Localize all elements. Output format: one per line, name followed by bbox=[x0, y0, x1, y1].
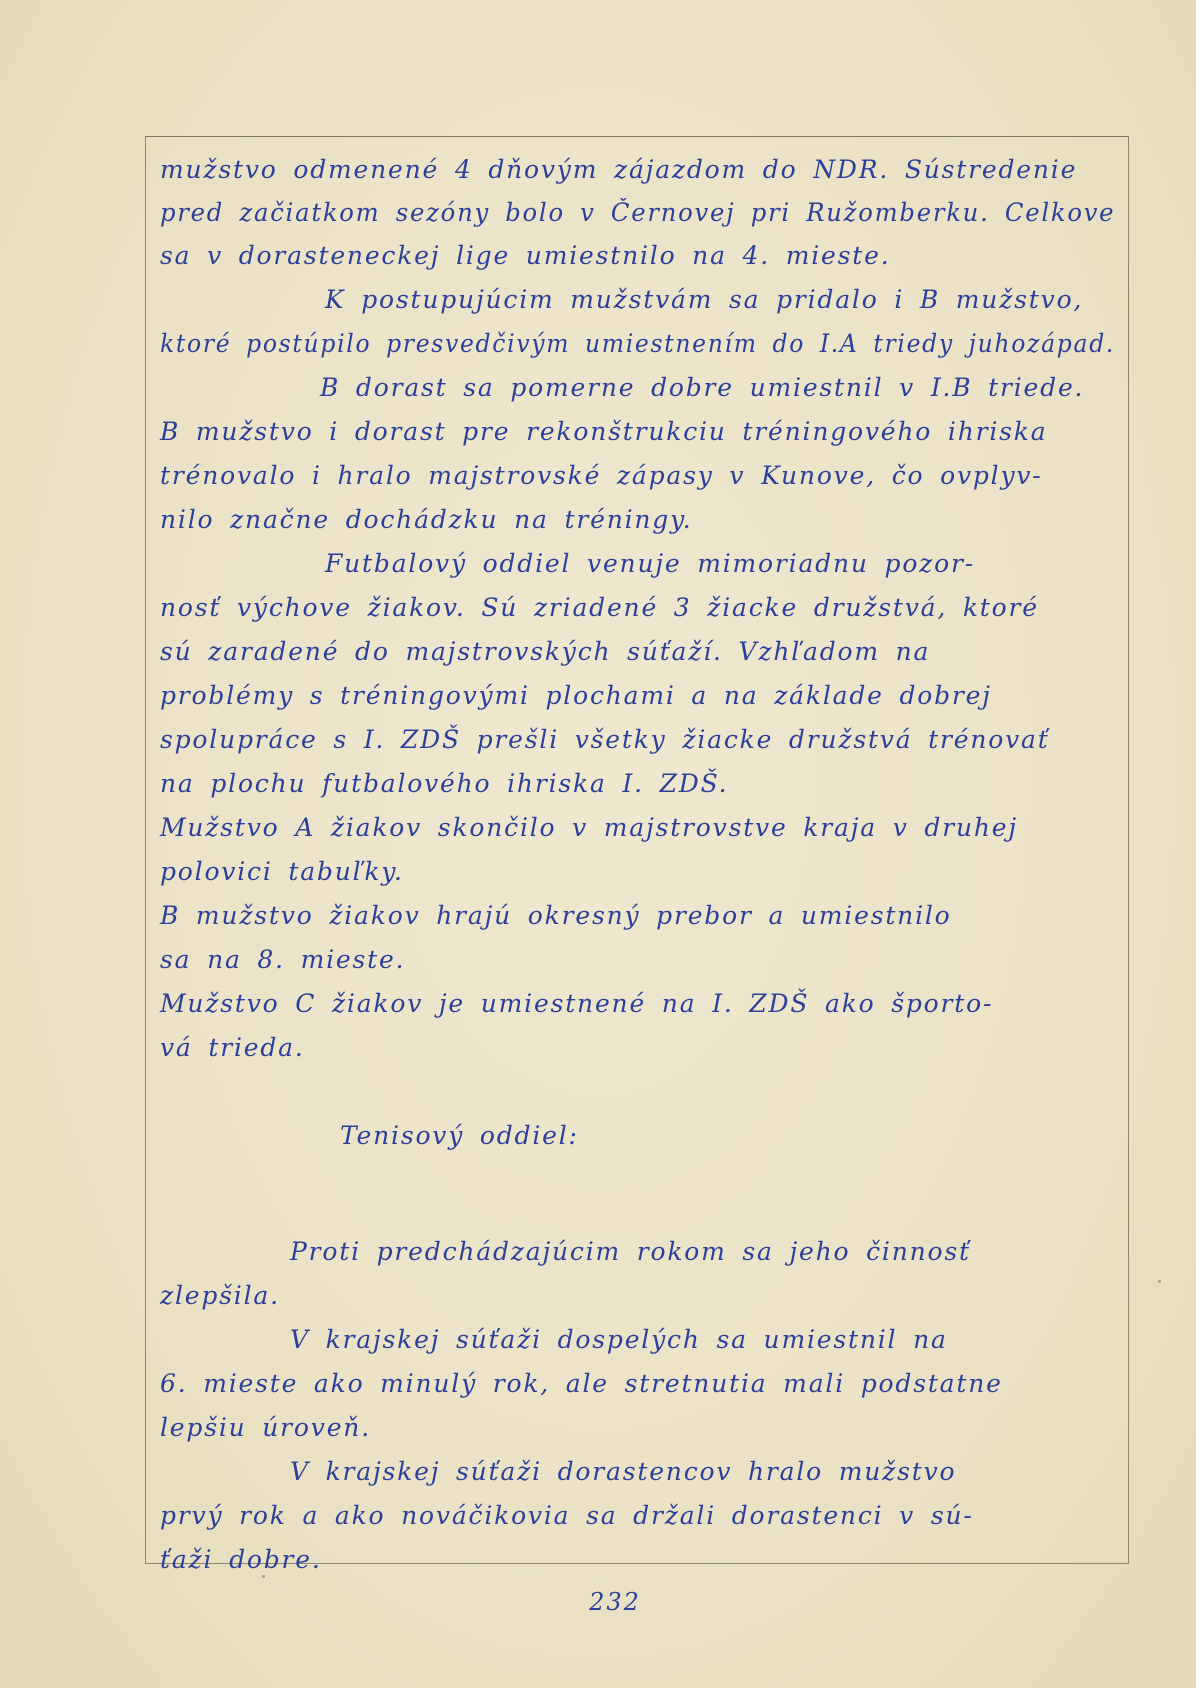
text-line: Futbalový oddiel venuje mimoriadnu pozor- bbox=[325, 549, 975, 578]
text-line: B dorast sa pomerne dobre umiestnil v I.B triede. bbox=[320, 373, 1085, 402]
text-line: zlepšila. bbox=[160, 1281, 280, 1310]
text-line: pred začiatkom sezóny bolo v Černovej pri Ružomberku. Celkove bbox=[160, 198, 1116, 227]
text-line: sú zaradené do majstrovských súťaží. Vzhľadom na bbox=[160, 637, 931, 666]
text-line: vá trieda. bbox=[160, 1033, 305, 1062]
text-line: Mužstvo C žiakov je umiestnené na I. ZDŠ ako športo- bbox=[160, 989, 994, 1018]
text-line: ktoré postúpilo presvedčivým umiestnením do I.A triedy juhozápad. bbox=[160, 329, 1116, 358]
text-line: B mužstvo i dorast pre rekonštrukciu tréningového ihriska bbox=[160, 417, 1048, 446]
text-line: ťaži dobre. bbox=[160, 1545, 322, 1574]
text-line: prvý rok a ako nováčikovia sa držali dorastenci v sú- bbox=[160, 1501, 974, 1530]
page-number: 232 bbox=[589, 1588, 641, 1616]
text-line: sa na 8. mieste. bbox=[160, 945, 406, 974]
section-heading: Tenisový oddiel: bbox=[340, 1121, 579, 1150]
text-line: nilo značne dochádzku na tréningy. bbox=[160, 505, 693, 534]
paper-speck bbox=[262, 1575, 265, 1578]
text-line: problémy s tréningovými plochami a na základe dobrej bbox=[160, 681, 992, 710]
text-line: polovici tabuľky. bbox=[160, 857, 404, 886]
text-line: mužstvo odmenené 4 dňovým zájazdom do NDR. Sústredenie bbox=[160, 155, 1078, 184]
text-line: 6. mieste ako minulý rok, ale stretnutia mali podstatne bbox=[160, 1369, 1003, 1398]
paper-speck bbox=[1158, 1280, 1161, 1283]
text-line: nosť výchove žiakov. Sú zriadené 3 žiacke družstvá, ktoré bbox=[160, 593, 1039, 622]
text-line: lepšiu úroveň. bbox=[160, 1413, 371, 1442]
text-line: sa v dorasteneckej lige umiestnilo na 4. mieste. bbox=[160, 241, 891, 270]
text-line: na plochu futbalového ihriska I. ZDŠ. bbox=[160, 769, 729, 798]
text-line: Proti predchádzajúcim rokom sa jeho činnosť bbox=[290, 1237, 971, 1266]
text-line: spolupráce s I. ZDŠ prešli všetky žiacke družstvá trénovať bbox=[160, 725, 1050, 754]
text-line: K postupujúcim mužstvám sa pridalo i B mužstvo, bbox=[325, 285, 1084, 314]
text-line: B mužstvo žiakov hrajú okresný prebor a umiestnilo bbox=[160, 901, 952, 930]
text-line: trénovalo i hralo majstrovské zápasy v Kunove, čo ovplyv- bbox=[160, 461, 1043, 490]
text-line: V krajskej súťaži dorastencov hralo mužstvo bbox=[290, 1457, 957, 1486]
text-line: Mužstvo A žiakov skončilo v majstrovstve kraja v druhej bbox=[160, 813, 1018, 842]
text-line: V krajskej súťaži dospelých sa umiestnil na bbox=[290, 1325, 948, 1354]
